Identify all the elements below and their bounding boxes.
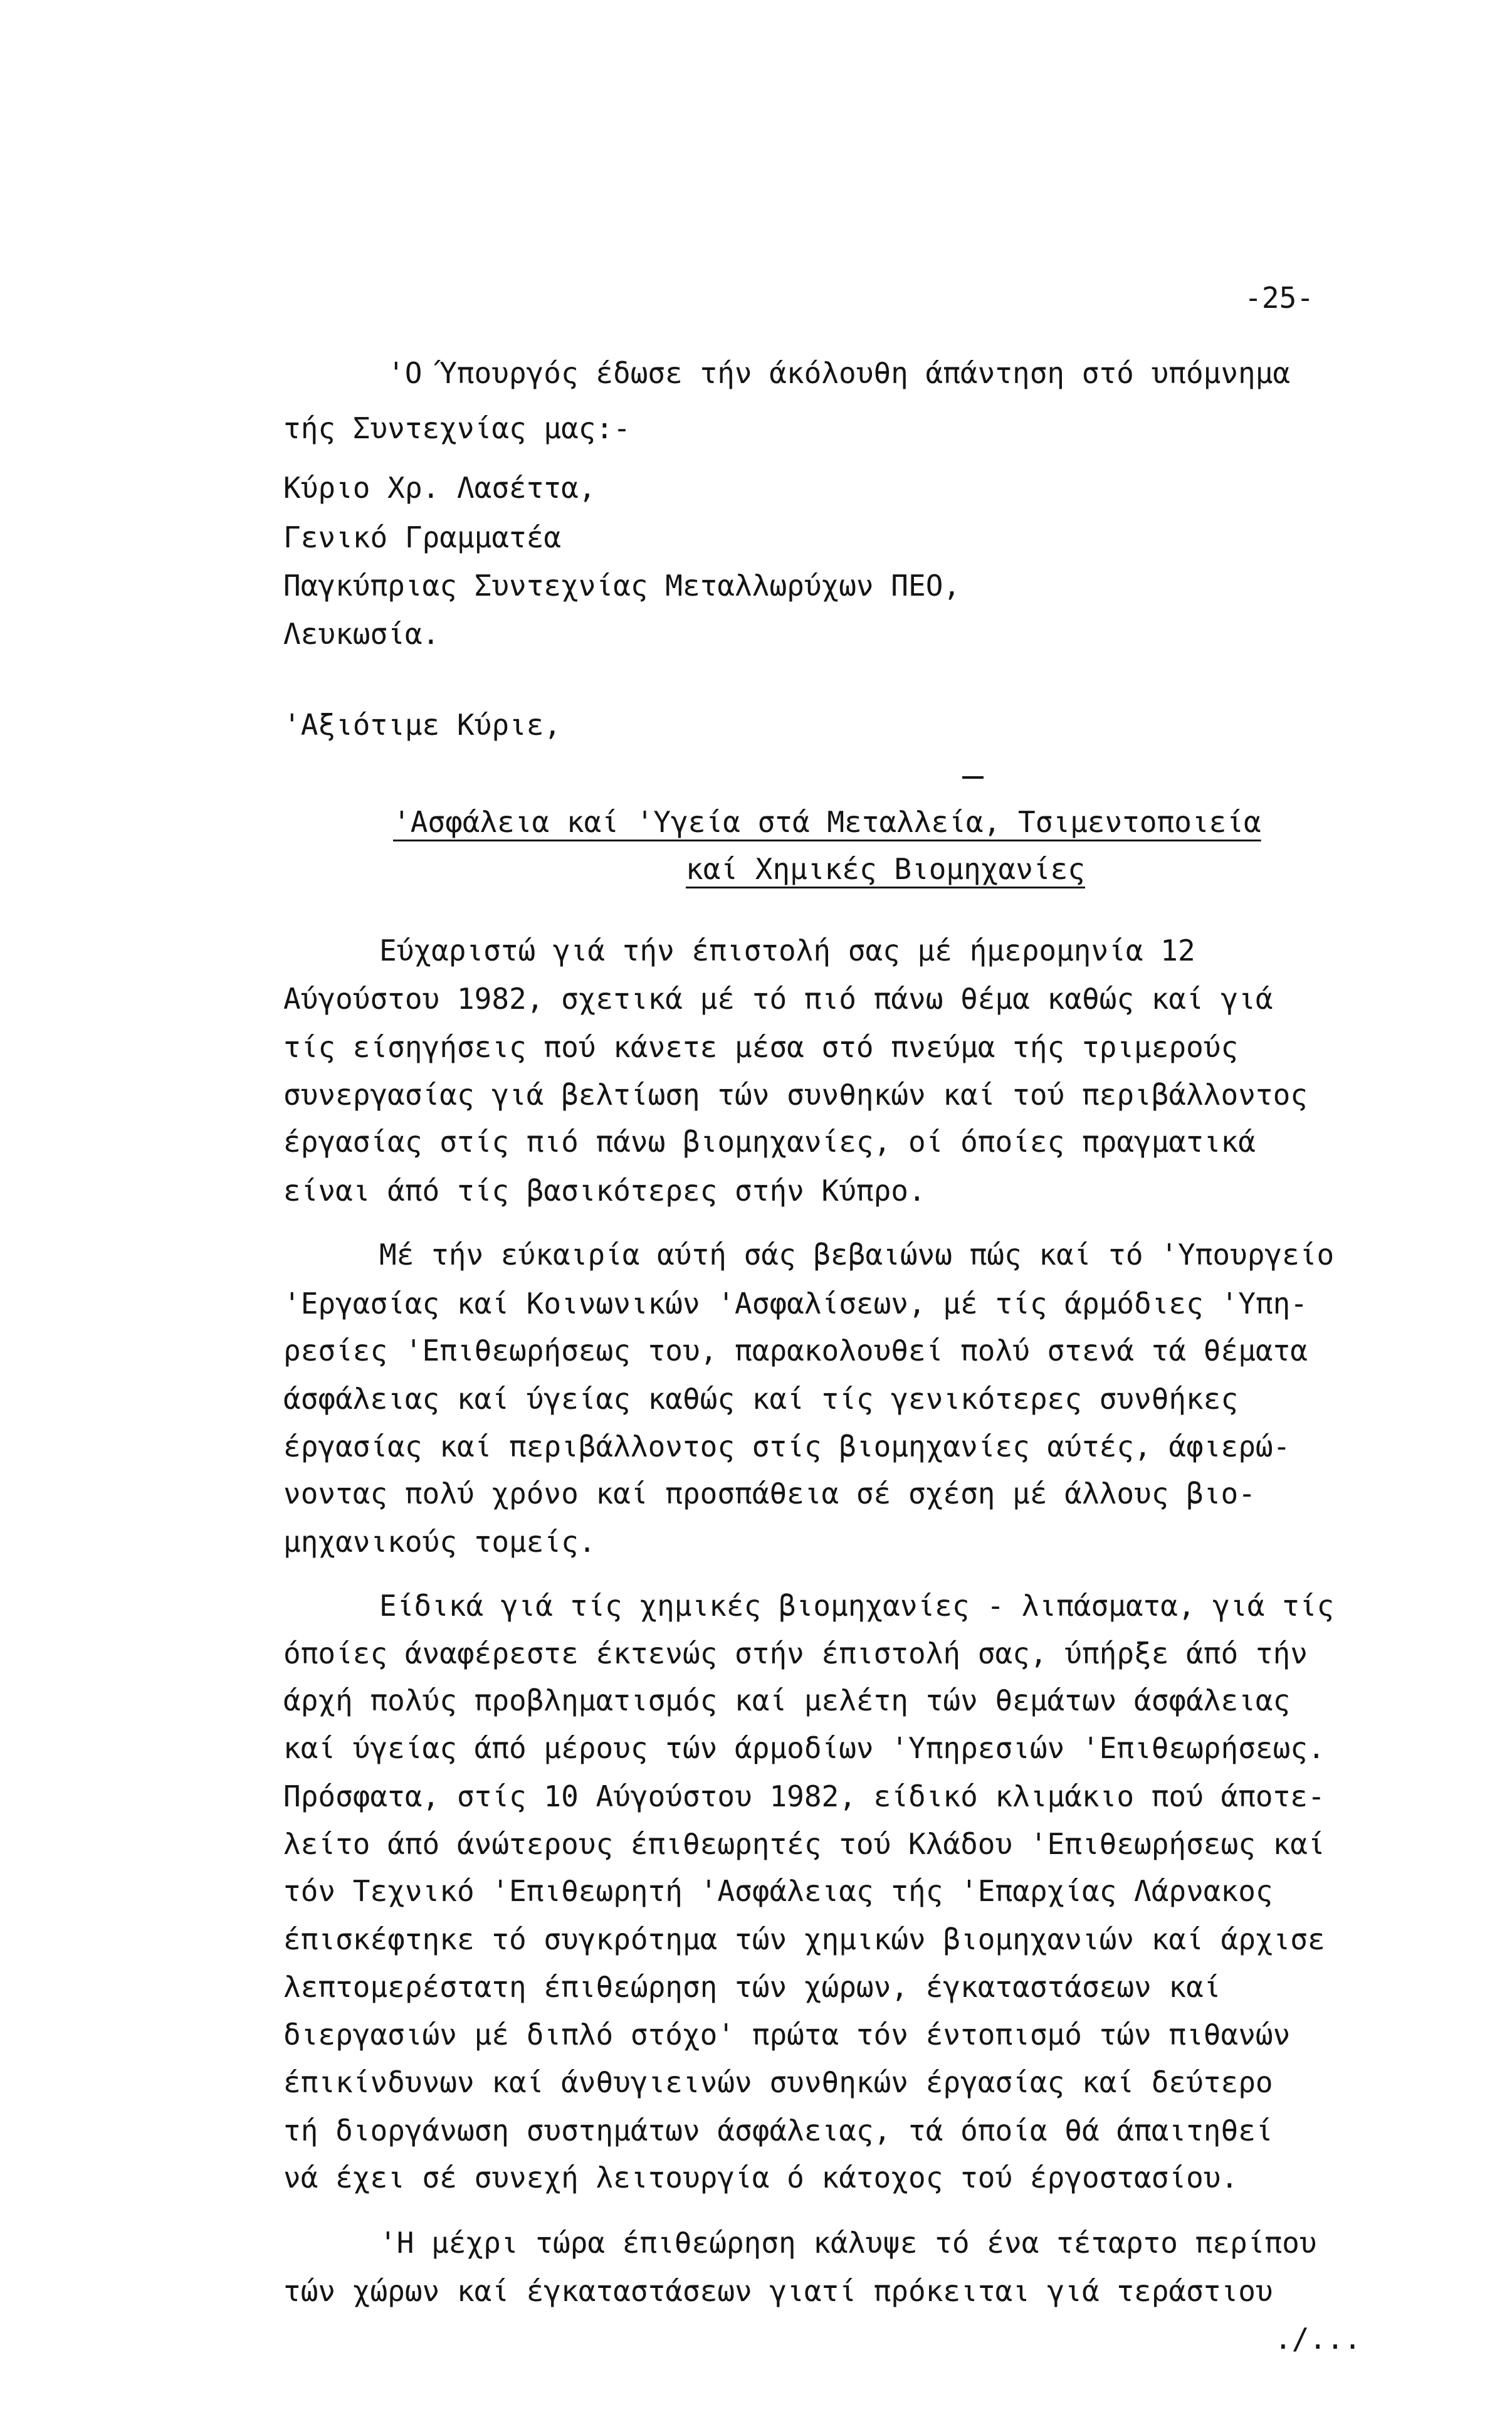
subject-dash	[962, 776, 984, 779]
address-line: Παγκύπριας Συντεχνίας Μεταλλωρύχων ΠΕΟ,	[283, 569, 961, 603]
paragraph-line: τών χώρων καί έγκαταστάσεων γιατί πρόκειται γιά τεράστιου	[283, 2274, 1273, 2308]
paragraph-line: Πρόσφατα, στίς 10 Αύγούστου 1982, είδικό κλιμάκιο πού άποτε-	[283, 1779, 1325, 1813]
paragraph-line: όποίες άναφέρεστε έκτενώς στήν έπιστολή σας, ύπήρξε άπό τήν	[283, 1636, 1308, 1670]
paragraph-line: τόν Τεχνικό 'Επιθεωρητή 'Ασφάλειας τής 'Επαρχίας Λάρνακος	[283, 1874, 1273, 1908]
paragraph-line: τίς είσηγήσεις πού κάνετε μέσα στό πνεύμα τής τριμερούς	[283, 1030, 1239, 1064]
paragraph-line: 'Η μέχρι τώρα έπιθεώρηση κάλυψε τό ένα τέταρτο περίπου	[379, 2226, 1317, 2260]
paragraph-line: άρχή πολύς προβληματισμός καί μελέτη τών θεμάτων άσφάλειας	[283, 1683, 1291, 1717]
paragraph-line: λείτο άπό άνώτερους έπιθεωρητές τού Κλάδου 'Επιθεωρήσεως καί	[283, 1827, 1325, 1861]
paragraph-line: έπισκέφτηκε τό συγκρότημα τών χημικών βιομηχανιών καί άρχισε	[283, 1922, 1325, 1956]
subject-line: καί Χημικές Βιομηχανίες	[686, 852, 1085, 886]
paragraph-line: Εύχαριστώ γιά τήν έπιστολή σας μέ ήμερομηνία 12	[379, 934, 1195, 967]
paragraph-line: Είδικά γιά τίς χημικές βιομηχανίες - λιπάσματα, γιά τίς	[379, 1589, 1335, 1623]
paragraph-line: έργασίας καί περιβάλλοντος στίς βιομηχανίες αύτές, άφιερώ-	[283, 1430, 1291, 1463]
paragraph-line: 'Εργασίας καί Κοινωνικών 'Ασφαλίσεων, μέ τίς άρμόδιες 'Υπη-	[283, 1287, 1308, 1320]
paragraph-line: λεπτομερέστατη έπιθεώρηση τών χώρων, έγκαταστάσεων καί	[283, 1970, 1221, 2004]
paragraph-line: Αύγούστου 1982, σχετικά μέ τό πιό πάνω θέμα καθώς καί γιά	[283, 982, 1273, 1016]
paragraph-line: άσφάλειας καί ύγείας καθώς καί τίς γενικότερες συνθήκες	[283, 1382, 1239, 1416]
address-line: Λευκωσία.	[283, 617, 440, 651]
subject-line: 'Ασφάλεια καί 'Υγεία στά Μεταλλεία, Τσιμεντοποιεία	[393, 805, 1261, 839]
paragraph-line: τή διοργάνωση συστημάτων άσφάλειας, τά όποία θά άπαιτηθεί	[283, 2114, 1273, 2147]
paragraph-line: έπικίνδυνων καί άνθυγιεινών συνθηκών έργασίας καί δεύτερο	[283, 2065, 1273, 2099]
paragraph-line: νά έχει σέ συνεχή λειτουργία ό κάτοχος τού έργοστασίου.	[283, 2161, 1239, 2194]
continuation-mark: ./...	[1274, 2322, 1362, 2356]
intro-line: τής Συντεχνίας μας:-	[283, 411, 631, 445]
paragraph-line: έργασίας στίς πιό πάνω βιομηχανίες, οί όποίες πραγματικά	[283, 1125, 1256, 1159]
address-line: Κύριο Χρ. Λασέττα,	[283, 471, 596, 505]
intro-line: 'Ο Ύπουργός έδωσε τήν άκόλουθη άπάντηση στό υπόμνημα	[387, 356, 1291, 390]
paragraph-line: μηχανικούς τομείς.	[283, 1525, 596, 1559]
paragraph-line: συνεργασίας γιά βελτίωση τών συνθηκών καί τού περιβάλλοντος	[283, 1078, 1308, 1112]
paragraph-line: ρεσίες 'Επιθεωρήσεως του, παρακολουθεί πολύ στενά τά θέματα	[283, 1334, 1308, 1367]
paragraph-line: καί ύγείας άπό μέρους τών άρμοδίων 'Υπηρεσιών 'Επιθεωρήσεως.	[283, 1731, 1325, 1765]
paragraph-line: διεργασιών μέ διπλό στόχο' πρώτα τόν έντοπισμό τών πιθανών	[283, 2018, 1291, 2052]
paragraph-line: Μέ τήν εύκαιρία αύτή σάς βεβαιώνω πώς καί τό 'Υπουργείο	[379, 1238, 1335, 1272]
paragraph-line: νοντας πολύ χρόνο καί προσπάθεια σέ σχέση μέ άλλους βιο-	[283, 1477, 1256, 1510]
salutation: 'Αξιότιμε Κύριε,	[283, 708, 562, 742]
page-number: -25-	[1244, 281, 1314, 315]
paragraph-line: είναι άπό τίς βασικότερες στήν Κύπρο.	[283, 1174, 926, 1208]
address-line: Γενικό Γραμματέα	[283, 520, 562, 554]
